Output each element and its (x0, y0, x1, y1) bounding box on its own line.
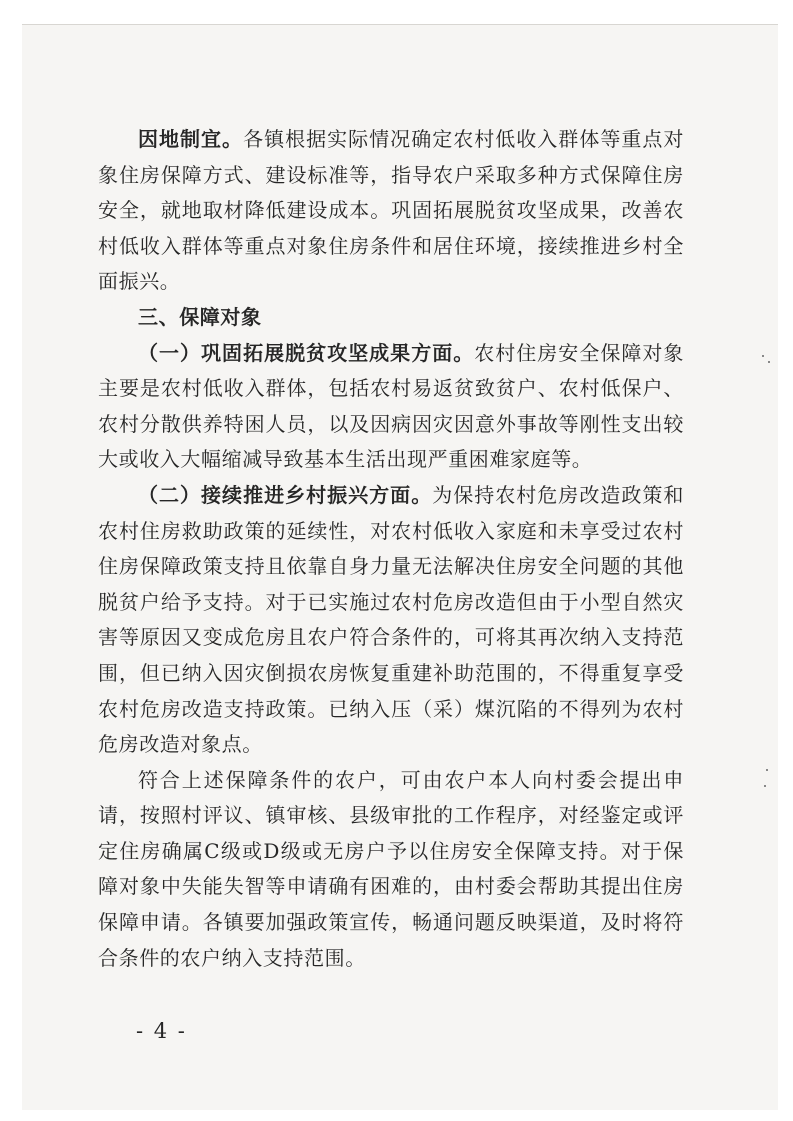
scan-speck (764, 785, 766, 787)
scan-speck (766, 769, 768, 771)
scan-speck (768, 361, 770, 363)
page-number: - 4 - (136, 1019, 187, 1043)
paragraph-adapt-local (98, 122, 684, 300)
paragraph-poverty-consolidation (98, 336, 684, 478)
paragraph-rural-revitalization (98, 478, 684, 763)
section-heading: 三、保障对象 (138, 304, 262, 329)
paragraph-application-process: 符合上述保障条件的农户，可由农户本人向村委会提出申请，按照村评议、镇审核、县级审批的工作程序，对经鉴定或评定住房确属C级或D级或无房户予以住房安全保障支持。对于保障对象中失能失智等申请确有困难的，由村委会帮助其提出住房保障申请。各镇要加强政策宣传，畅通问题反映渠道，及时将符合条件的农户纳入支持范围。 (98, 767, 684, 970)
paragraph-lead: （一）巩固拓展脱贫攻坚成果方面。 (138, 340, 475, 365)
paragraph-text: 各镇根据实际情况确定农村低收入群体等重点对象住房保障方式、建设标准等，指导农户采取多种方式保障住房安全，就地取材降低建设成本。巩固拓展脱贫攻坚成果，改善农村低收入群体等重点对象住房条件和居住环境，接续推进乡村全面振兴。 (98, 127, 684, 294)
paragraph-lead: 因地制宜。 (138, 127, 244, 151)
paragraph-text: 农村住房安全保障对象主要是农村低收入群体，包括农村易返贫致贫户、农村低保户、农村分散供养特困人员，以及因病因灾因意外事故等刚性支出较大或收入大幅缩减导致基本生活出现严重困难家庭等。 (98, 340, 684, 472)
paragraph-text: 为保持农村危房改造政策和农村住房救助政策的延续性，对农村低收入家庭和未享受过农村住房保障政策支持且依靠自身力量无法解决住房安全问题的其他脱贫户给予支持。对于已实施过农村危房改造但由于小型自然灾害等原因又变成危房且农户符合条件的，可将其再次纳入支持范围，但已纳入因灾倒损农房恢复重建补助范围的，不得重复享受农村危房改造支持政策。已纳入压（采）煤沉陷的不得列为农村危房改造对象点。 (98, 482, 684, 757)
paragraph-lead: （二）接续推进乡村振兴方面。 (138, 482, 433, 507)
document-body (98, 122, 684, 976)
scan-speck (762, 355, 764, 357)
